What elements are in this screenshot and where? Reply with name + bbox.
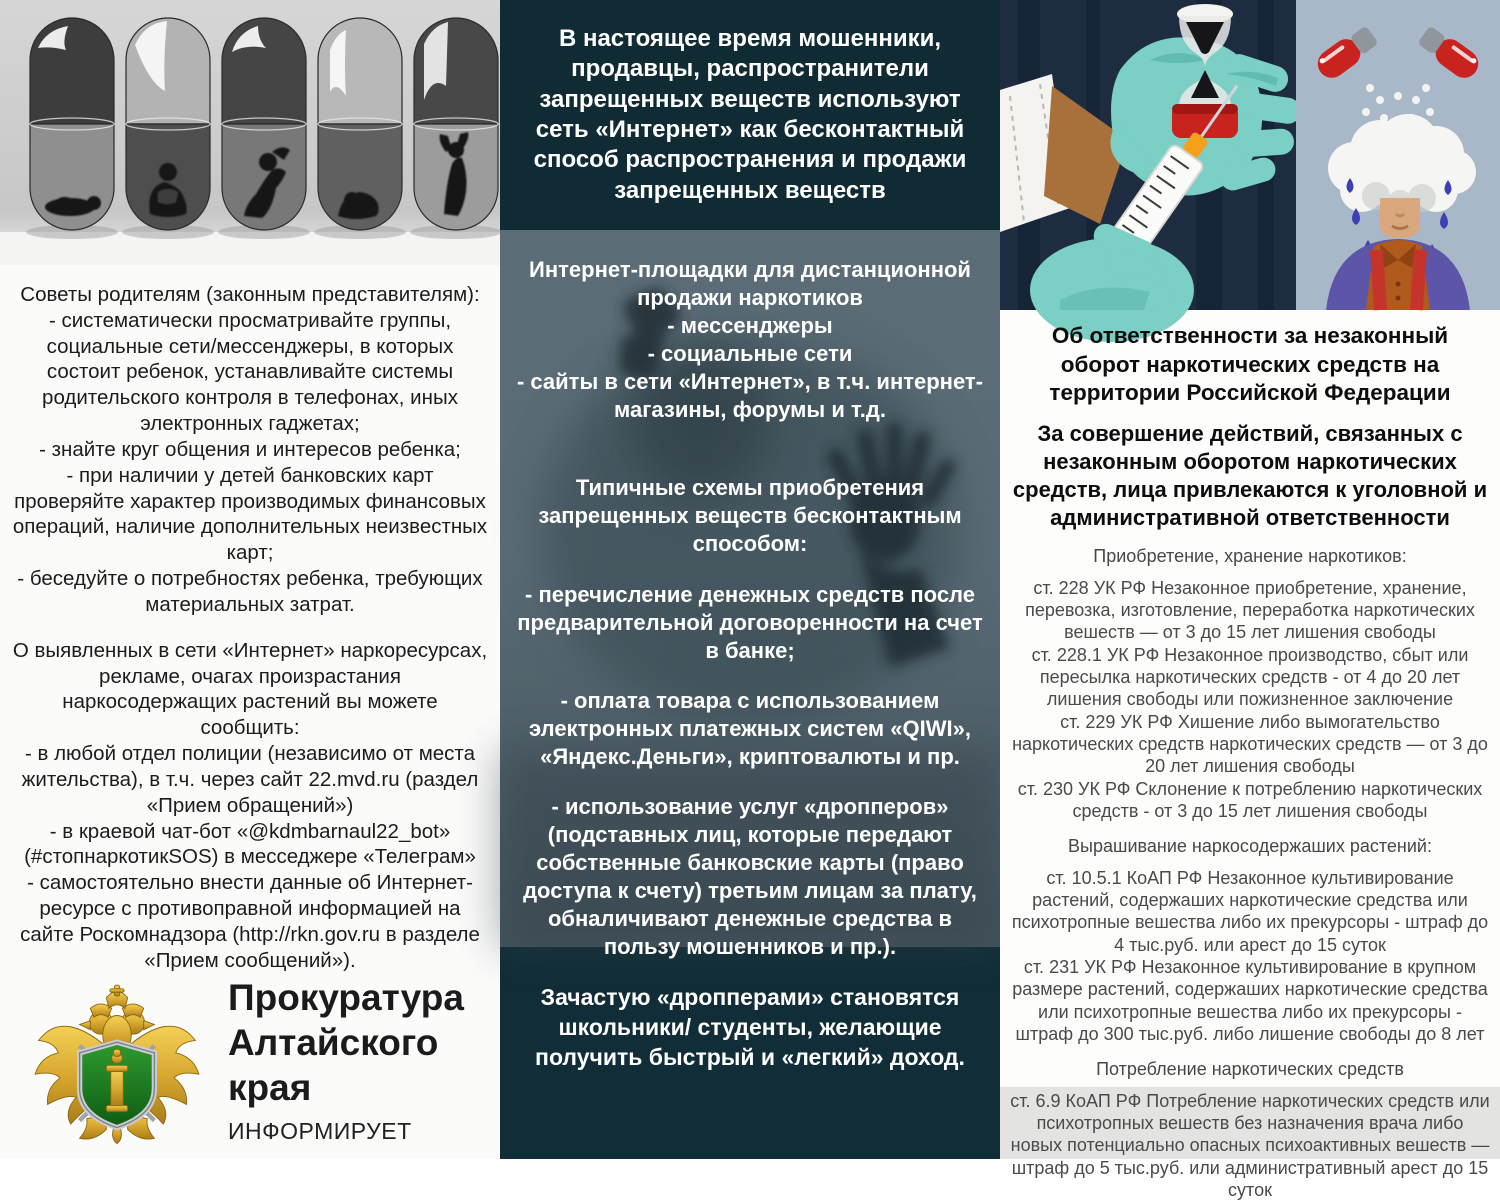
- middle-panel: [500, 0, 1000, 1159]
- right-panel: [1000, 0, 1500, 1200]
- org-name-block: [228, 975, 492, 1145]
- middle-photo-text: [500, 230, 1000, 961]
- report-item: - самостоятельно внести данные об Интернет-ресурсе с противоправной информацией на сайте Роскомнадзора (http://rkn.gov.ru в разделе «Прием сообщений»).: [20, 871, 480, 972]
- report-intro: О выявленных в сети «Интернет» наркоресурсах, рекламе, очагах произрастания наркосодержащих растений вы можете сообщить:: [12, 638, 488, 740]
- org-name-line1: Прокуратура: [228, 976, 464, 1018]
- platforms-title: Интернет-площадки для дистанционной продажи наркотиков: [529, 257, 971, 310]
- law-item: ст. 229 УК РФ Хишение либо вымогательство наркотических средств наркотических средств — от 3 до 20 лет лишения свободы: [1012, 711, 1488, 777]
- left-panel: [0, 0, 500, 1159]
- law-item: ст. 228.1 УК РФ Незаконное производство, сбыт или пересылка наркотических средств - от 4 до 20 лет лишения свободы или пожизненное заключение: [1031, 644, 1469, 710]
- section1-heading: Приобретение, хранение наркотиков:: [1093, 546, 1407, 567]
- law-item: ст. 6.9 КоАП РФ Потребление наркотических средств или психотропных вешеств без назначения врача либо новых потенциально опасных психоактивных вешеств — штраф до 5 тыс.руб. или административный арест до 15 суток: [1010, 1090, 1490, 1200]
- droppers-note-text: Зачастую «дропперами» становятся школьники/ студенты, желающие получить быстрый и «легкий» доход.: [535, 984, 965, 1070]
- parent-advice-block: [0, 282, 500, 618]
- advice-item: - беседуйте о потребностях ребенка, требующих материальных затрат.: [17, 567, 483, 616]
- report-block: [0, 638, 500, 974]
- org-tagline: ИНФОРМИРУЕТ: [228, 1118, 412, 1145]
- section1-items: [1010, 577, 1490, 822]
- right-illustrations: [1000, 0, 1500, 310]
- advice-item: - систематически просматривайте группы, социальные сети/мессенджеры, в которых состоит ребенок, устанавливайте системы родительского контроля в телефонах, иных электронных гаджетах;: [42, 308, 458, 436]
- platforms-item: - социальные сети: [647, 340, 853, 366]
- schemes-item: - оплата товара с использованием электронных платежных систем «QIWI», «Яндекс.Деньги», криптовалюты и пр.: [529, 688, 971, 770]
- syringe-vial-illustration: [1000, 0, 1296, 310]
- schemes-item: - использование услуг «дропперов» (подставных лиц, которые передают собственные банковские карты (право доступа к счету) третьим лицам за плату, обналичивают денежные средства в пользу мошенников и пр.).: [523, 794, 977, 959]
- section2-heading: Вырашивание наркосодержаших растений:: [1068, 836, 1432, 857]
- law-item: ст. 231 УК РФ Незаконное культивирование в крупном размере растений, содержаших наркотические средства или психотропные вешества либо их прекурсоры - штраф до 300 тыс.руб. либо лишение свободы до 8 лет: [1012, 957, 1488, 1044]
- platforms-item: - сайты в сети «Интернет», в т.ч. интернет-магазины, форумы и т.д.: [516, 368, 984, 422]
- pill-cloud-head-illustration: [1296, 0, 1500, 310]
- pills-capsules-illustration: [0, 0, 500, 265]
- middle-intro-box: [500, 0, 1000, 230]
- section3-items: [1010, 1090, 1490, 1201]
- platforms-item: - мессенджеры: [667, 312, 833, 338]
- report-item: - в краевой чат-бот «@kdmbarnaul22_bot» (#стопнаркотикSOS) в месседжере «Телеграм»: [24, 819, 476, 869]
- right-text-content: [1000, 310, 1500, 1201]
- prosecutor-footer: [28, 969, 492, 1151]
- schemes-item: - перечисление денежных средств после предварительной договоренности на счет в банке;: [517, 582, 983, 664]
- middle-photo-section: [500, 230, 1000, 959]
- section3-heading: Потребление наркотических средств: [1096, 1059, 1404, 1080]
- advice-item: - знайте круг общения и интересов ребенка;: [39, 437, 461, 461]
- law-item: ст. 228 УК РФ Незаконное приобретение, хранение, перевозка, изготовление, переработка наркотических вешеств — от 3 до 15 лет лишения свободы: [1025, 577, 1475, 643]
- law-item: ст. 10.5.1 КоАП РФ Незаконное культивирование растений, содержаших наркотические средства или психотропные вешества либо их прекурсоры - штраф до 4 тыс.руб. или арест до 15 суток: [1011, 867, 1489, 955]
- law-item: ст. 230 УК РФ Склонение к потреблению наркотических средств - от 3 до 15 лет лишения свободы: [1017, 778, 1483, 821]
- report-item: - в любой отдел полиции (независимо от места жительства), в т.ч. через сайт 22.mvd.ru (раздел «Прием обращений»): [21, 742, 479, 817]
- advice-title: Советы родителям (законным представителям):: [20, 283, 480, 306]
- prosecutor-emblem: [28, 971, 206, 1149]
- middle-intro-text: В настоящее время мошенники, продавцы, распространители запрещенных веществ используют сеть «Интернет» как бесконтактный способ распространения и продажи запрещенных веществ: [533, 24, 967, 204]
- schemes-title: Типичные схемы приобретения запрещенных веществ бесконтактным способом:: [538, 474, 962, 556]
- advice-item: - при наличии у детей банковских карт проверяйте характер производимых финансовых операций, наличие дополнительных неизвестных карт;: [12, 463, 488, 565]
- org-name-line2: Алтайского края: [228, 1021, 439, 1109]
- responsibility-title: Об ответственности за незаконный оборот наркотических средств на территории Российской Федерации: [1049, 323, 1451, 406]
- droppers-note-box: [500, 947, 1000, 1159]
- section2-items: [1010, 867, 1490, 1046]
- responsibility-subtitle: За совершение действий, связанных с незаконным оборотом наркотических средств, лица привлекаются к уголовной и административной ответственности: [1012, 420, 1488, 531]
